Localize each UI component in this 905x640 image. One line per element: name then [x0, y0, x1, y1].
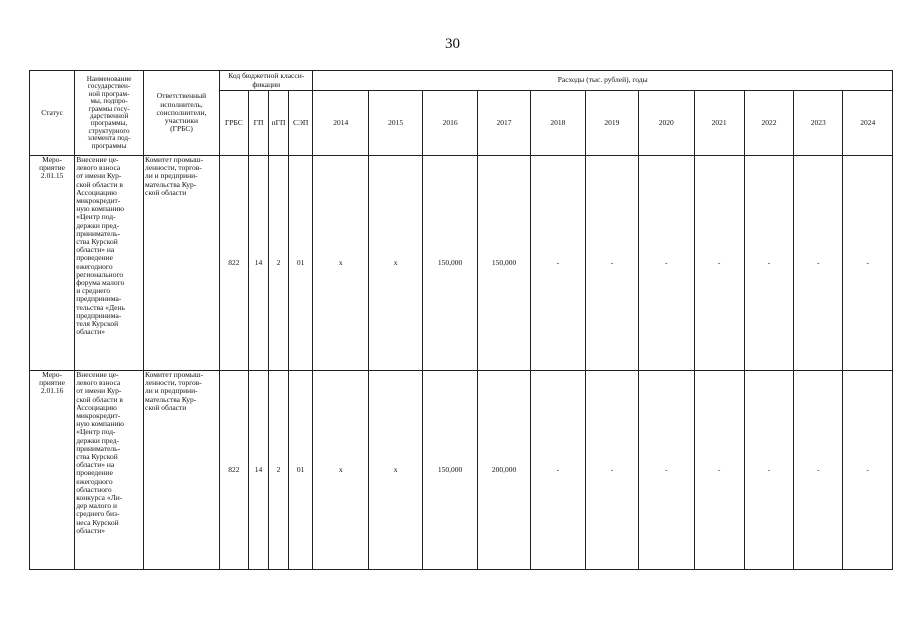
header-responsible-lines [145, 92, 218, 133]
text-line: исполнитель, [160, 99, 203, 109]
text-line: программы, [90, 119, 128, 128]
header-code-gp: ГП [248, 91, 269, 156]
header-year-2024: 2024 [843, 91, 893, 156]
text-line: левого взноса [76, 163, 121, 173]
text-line: ской области [145, 402, 187, 412]
text-line: Внесение це- [76, 155, 119, 164]
header-responsible [144, 71, 220, 156]
row-value-2015: х [368, 156, 422, 371]
text-line: приятие [39, 378, 66, 388]
row-value-2016: 150,000 [423, 371, 477, 570]
row-status [30, 371, 75, 570]
text-line: и среднего [76, 286, 111, 296]
text-line: ства Курской [76, 452, 118, 462]
text-line: мы, подпро- [90, 97, 128, 106]
header-code-sep: СЭП [288, 91, 313, 156]
text-line: ную компанию [76, 419, 125, 429]
row-sep: 01 [288, 156, 313, 371]
text-line: дарственной [89, 112, 129, 120]
text-line: неса Курской [76, 517, 119, 527]
text-line: среднего биз- [76, 509, 120, 519]
row-pgp: 2 [269, 156, 289, 371]
text-line: проведение [76, 253, 113, 263]
text-line: предпринима- [76, 310, 122, 320]
text-line: ную компанию [76, 204, 125, 214]
row-value-2018: - [531, 371, 585, 570]
row-name-lines [76, 156, 142, 336]
table-row [30, 371, 893, 570]
header-code-pgp: пГП [269, 91, 289, 156]
text-line: Комитет промыш- [145, 370, 204, 379]
row-pgp: 2 [269, 371, 289, 570]
text-line: ли и предприни- [145, 171, 198, 181]
text-line: ной програм- [88, 89, 130, 98]
row-responsible [144, 156, 220, 371]
text-line: ской области в [76, 394, 123, 404]
header-year-2020: 2020 [639, 91, 694, 156]
row-value-2017: 200,000 [477, 371, 530, 570]
row-value-2023: - [794, 156, 843, 371]
text-line: проведение [76, 468, 113, 478]
row-value-2020: - [639, 371, 694, 570]
text-line: Код бюджетной класси- [228, 71, 305, 81]
row-value-2020: - [639, 156, 694, 371]
row-value-2024: - [843, 156, 893, 371]
text-line: элемента под- [87, 134, 131, 143]
header-year-2018: 2018 [531, 91, 585, 156]
header-year-2015: 2015 [368, 91, 422, 156]
row-value-2022: - [744, 371, 793, 570]
row-value-2014: х [313, 371, 368, 570]
header-year-2021: 2021 [694, 91, 744, 156]
header-year-2016: 2016 [423, 91, 477, 156]
text-line: Меро- [42, 370, 63, 379]
header-budget-code [220, 71, 313, 91]
text-line: Наименование [86, 74, 132, 83]
header-year-2023: 2023 [794, 91, 843, 156]
text-line: Внесение це- [76, 370, 119, 379]
header-year-2022: 2022 [744, 91, 793, 156]
header-year-2019: 2019 [585, 91, 638, 156]
text-line: мательства Кур- [145, 394, 197, 404]
row-responsible-lines [145, 156, 218, 197]
text-line: (ГРБС) [170, 124, 193, 134]
text-line: ленности, торгов- [145, 163, 202, 173]
text-line: Меро- [42, 155, 63, 164]
page-number: 30 [445, 36, 460, 52]
budget-table [29, 70, 893, 570]
row-value-2014: х [313, 156, 368, 371]
text-line: микрокредит- [76, 411, 121, 421]
text-line: левого взноса [76, 378, 121, 388]
row-value-2019: - [585, 371, 638, 570]
text-line: Ответственный [156, 91, 207, 101]
row-gp: 14 [248, 371, 269, 570]
text-line: регионального [76, 269, 124, 279]
row-grbs: 822 [220, 371, 249, 570]
row-status-lines [31, 156, 73, 181]
text-line: области» на [76, 245, 115, 255]
text-line: ежегодного [76, 476, 113, 486]
row-value-2019: - [585, 156, 638, 371]
text-line: ской области в [76, 179, 123, 189]
text-line: «Центр под- [76, 212, 116, 222]
row-value-2017: 150,000 [477, 156, 530, 371]
text-line: областного [76, 484, 112, 494]
text-line: мательства Кур- [145, 179, 197, 189]
text-line: приниматель- [76, 443, 121, 453]
text-line: 2.01.15 [40, 171, 64, 181]
row-grbs: 822 [220, 156, 249, 371]
row-name [75, 371, 144, 570]
row-value-2018: - [531, 156, 585, 371]
header-name-lines [76, 76, 142, 150]
row-value-2021: - [694, 156, 744, 371]
row-status [30, 156, 75, 371]
text-line: участники [164, 116, 199, 126]
text-line: «Центр под- [76, 427, 116, 437]
text-line: области» на [76, 460, 115, 470]
row-gp: 14 [248, 156, 269, 371]
row-name [75, 156, 144, 371]
text-line: тельства «День [76, 302, 125, 312]
row-value-2023: - [794, 371, 843, 570]
text-line: структурного [88, 126, 130, 135]
text-line: от имени Кур- [76, 386, 122, 396]
text-line: теля Курской [76, 319, 119, 329]
text-line: микрокредит- [76, 196, 121, 206]
text-line: государствен- [87, 82, 131, 91]
text-line: приниматель- [76, 228, 121, 238]
header-name [75, 71, 144, 156]
text-line: ской области [145, 187, 187, 197]
text-line: Ассоциацию [76, 402, 117, 412]
row-responsible [144, 371, 220, 570]
text-line: соисполнители, [156, 107, 207, 117]
header-status: Статус [30, 71, 75, 156]
text-line: предпринима- [76, 294, 122, 304]
text-line: области» [76, 327, 106, 337]
text-line: форума малого [76, 278, 125, 288]
text-line: от имени Кур- [76, 171, 122, 181]
text-line: ства Курской [76, 237, 118, 247]
text-line: ли и предприни- [145, 386, 198, 396]
row-value-2022: - [744, 156, 793, 371]
row-responsible-lines [145, 371, 218, 412]
header-year-2014: 2014 [313, 91, 368, 156]
row-value-2021: - [694, 371, 744, 570]
text-line: программы [91, 141, 127, 150]
text-line: Комитет промыш- [145, 155, 204, 164]
row-name-lines [76, 371, 142, 535]
text-line: 2.01.16 [40, 386, 64, 396]
header-year-2017: 2017 [477, 91, 530, 156]
text-line: ежегодного [76, 261, 113, 271]
text-line: конкурса «Ли- [76, 493, 123, 503]
row-sep: 01 [288, 371, 313, 570]
text-line: области» [76, 525, 106, 535]
table-row [30, 156, 893, 371]
row-value-2016: 150,000 [423, 156, 477, 371]
header-budget-code-lines [221, 72, 311, 88]
text-line: держки пред- [76, 435, 120, 445]
text-line: держки пред- [76, 220, 120, 230]
text-line: фикации [252, 79, 281, 89]
row-value-2015: х [368, 371, 422, 570]
row-value-2024: - [843, 371, 893, 570]
text-line: дер малого и [76, 501, 118, 511]
text-line: Ассоциацию [76, 187, 117, 197]
row-status-lines [31, 371, 73, 396]
text-line: приятие [39, 163, 66, 173]
text-line: граммы госу- [88, 104, 130, 113]
header-expenses: Расходы (тыс. рублей), годы [313, 71, 893, 91]
text-line: ленности, торгов- [145, 378, 202, 388]
header-code-grbs: ГРБС [220, 91, 249, 156]
